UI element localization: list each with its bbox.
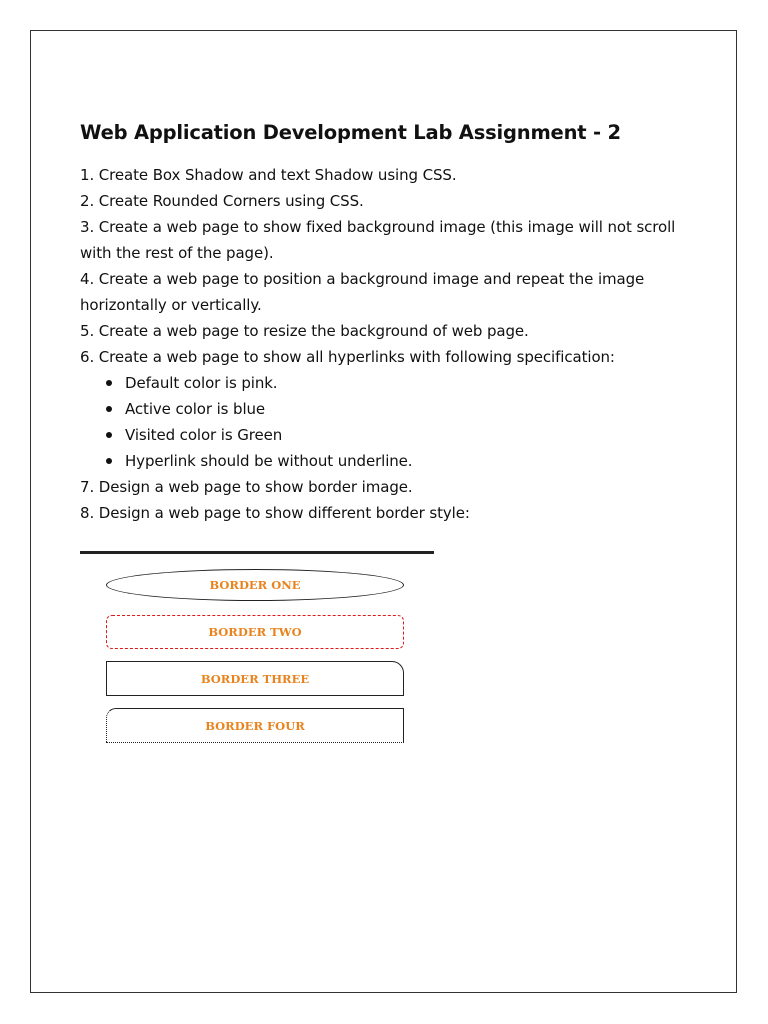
subtask-item: Visited color is Green [106,422,700,448]
task-item: 1. Create Box Shadow and text Shadow using CSS. [80,166,457,184]
border-one-box [106,569,404,601]
task-list [80,162,700,526]
border-one-label: BORDER ONE [209,578,301,592]
subtask-item: Active color is blue [106,396,700,422]
border-three-box [106,661,404,696]
document-content [80,118,700,526]
border-four-box [106,708,404,743]
task-item-text: 6. Create a web page to show all hyperlinks with following specification: [80,348,615,366]
border-two-box [106,615,404,649]
border-three-label: BORDER THREE [200,671,310,686]
task-item: 3. Create a web page to show fixed background image (this image will not scroll with the rest of the page). [80,218,676,262]
task-item: 7. Design a web page to show border image. [80,478,413,496]
subtask-item: Default color is pink. [106,370,700,396]
task-item: 5. Create a web page to resize the background of web page. [80,322,529,340]
task-item: 8. Design a web page to show different border style: [80,504,470,522]
subtask-list [80,370,700,474]
task-item: 2. Create Rounded Corners using CSS. [80,192,364,210]
task-item-with-subtasks [80,344,700,474]
horizontal-rule [80,551,434,554]
border-two-label: BORDER TWO [208,625,302,639]
border-four-label: BORDER FOUR [205,718,305,733]
task-item: 4. Create a web page to position a background image and repeat the image horizontally or vertically. [80,270,645,314]
document-title: Web Application Development Lab Assignment - 2 [80,121,621,144]
subtask-item: Hyperlink should be without underline. [106,448,700,474]
